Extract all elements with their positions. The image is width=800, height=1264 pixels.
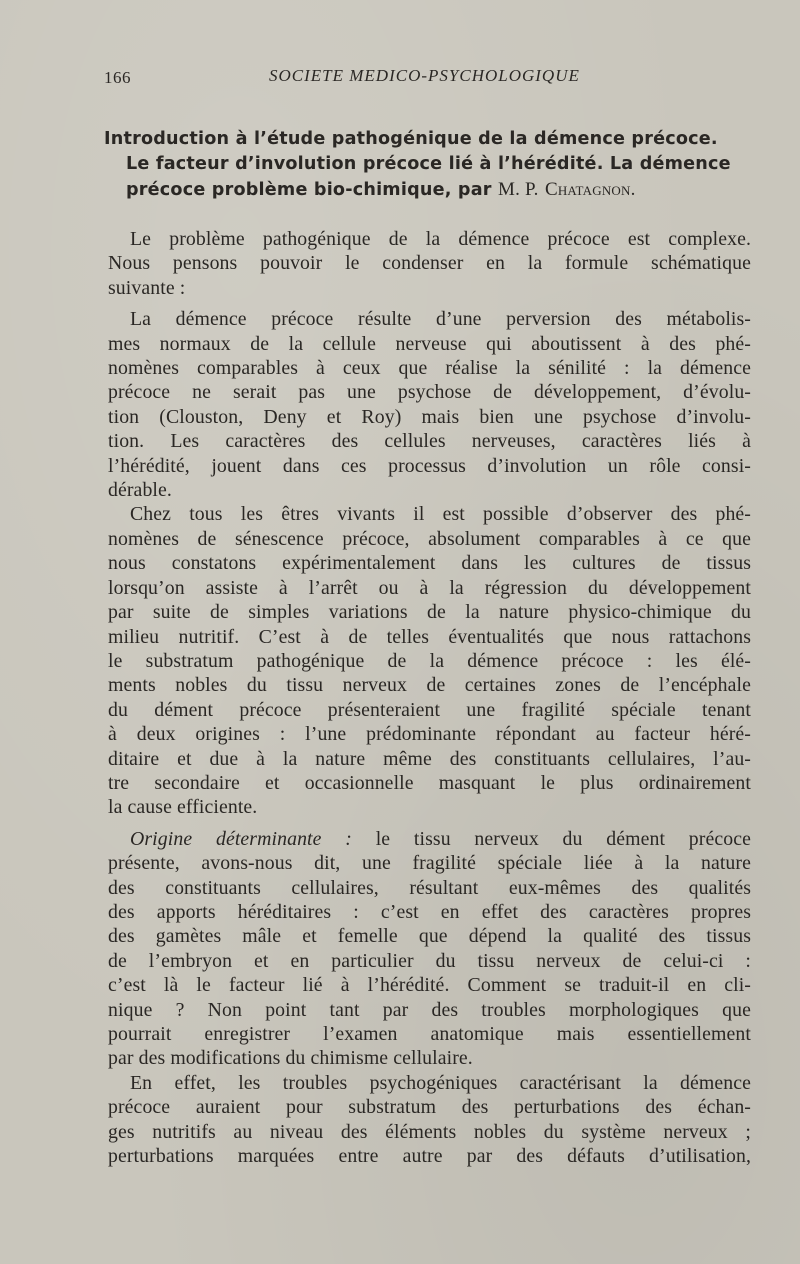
article-title [104,127,756,203]
text-line: nomènes comparables à ceux que réalise la sénilité : la démence [108,357,751,380]
text-line-rest: le tissu nerveux du dément précoce [351,827,751,850]
italic-lead: Origine déterminante : [130,827,352,850]
text-line: nous constatons expérimentalement dans les cultures de tissus [108,552,751,575]
text-line: la cause efficiente. [108,796,258,819]
text-line: perturbations marquées entre autre par des défauts d’utilisation, [108,1145,751,1168]
running-head [104,66,724,94]
text-line: par des modifications du chimisme cellulaire. [108,1047,473,1070]
text-line: ges nutritifs au niveau des éléments nobles du système nerveux ; [108,1120,751,1143]
text-line: ditaire et due à la nature même des constituants cellulaires, l’au- [108,747,751,770]
journal-title: SOCIETE MEDICO-PSYCHOLOGIQUE [269,66,580,85]
text-line: suivante : [108,276,186,299]
text-line: tion (Clouston, Deny et Roy) mais bien une psychose d’involu- [108,405,751,428]
author-prefix: M. P. [498,179,539,200]
text-line: nique ? Non point tant par des troubles morphologiques que [108,998,751,1021]
text-line: présente, avons-nous dit, une fragilité spéciale liée à la nature [108,852,751,875]
text-line: La démence précoce résulte d’une perversion des métabolis- [130,308,751,331]
author-name: Chatagnon. [544,179,636,200]
text-line: dérable. [108,479,172,502]
paragraph-gap [108,820,751,827]
page-number: 166 [104,68,131,87]
text-line: c’est là le facteur lié à l’hérédité. Comment se traduit-il en cli- [108,974,751,997]
text-line: tion. Les caractères des cellules nerveuses, caractères liés à [108,430,751,453]
title-line [104,177,756,203]
text-line: précoce auraient pour substratum des perturbations des échan- [108,1096,751,1119]
text-line: lorsqu’on assiste à l’arrêt ou à la régression du développement [108,576,751,599]
title-line-text: précoce problème bio-chimique, par [126,180,492,200]
text-line: à deux origines : l’une prédominante répondant au facteur héré- [108,723,751,746]
title-line: Le facteur d’involution précoce lié à l’hérédité. La démence [126,154,731,174]
text-line: mes normaux de la cellule nerveuse qui aboutissent à des phé- [108,332,751,355]
text-line: ments nobles du tissu nerveux de certaines zones de l’encéphale [108,674,751,697]
text-line: nomènes de sénescence précoce, absolument comparables à ce que [108,527,751,550]
text-line: des apports héréditaires : c’est en effet des caractères propres [108,900,751,923]
article-body [108,227,751,1168]
text-line: des gamètes mâle et femelle que dépend la qualité des tissus [108,925,751,948]
text-line: Le problème pathogénique de la démence précoce est complexe. [130,228,751,250]
text-line: le substratum pathogénique de la démence précoce : les élé- [108,649,751,672]
text-line: Chez tous les êtres vivants il est possible d’observer des phé- [130,503,751,526]
text-line: précoce ne serait pas une psychose de développement, d’évolu- [108,381,751,404]
text-line: du dément précoce présenteraient une fragilité spéciale tenant [108,698,751,721]
text-line: tre secondaire et occasionnelle masquant le plus ordinairement [108,771,751,794]
text-line: pourrait enregistrer l’examen anatomique mais essentiellement [108,1023,751,1045]
text-line: des constituants cellulaires, résultant eux-mêmes des qualités [108,876,751,899]
text-line: milieu nutritif. C’est à de telles éventualités que nous rattachons [108,625,751,648]
paragraph-gap [108,300,751,307]
text-line: par suite de simples variations de la nature physico-chimique du [108,601,751,624]
text-line: l’hérédité, jouent dans ces processus d’involution un rôle consi- [108,454,751,477]
text-line: de l’embryon et en particulier du tissu nerveux de celui-ci : [108,949,751,972]
text-line: En effet, les troubles psychogéniques caractérisant la démence [130,1071,751,1094]
text-line [108,827,751,851]
title-line: Introduction à l’étude pathogénique de la démence précoce. [104,129,718,149]
text-line: Nous pensons pouvoir le condenser en la formule schématique [108,252,751,275]
